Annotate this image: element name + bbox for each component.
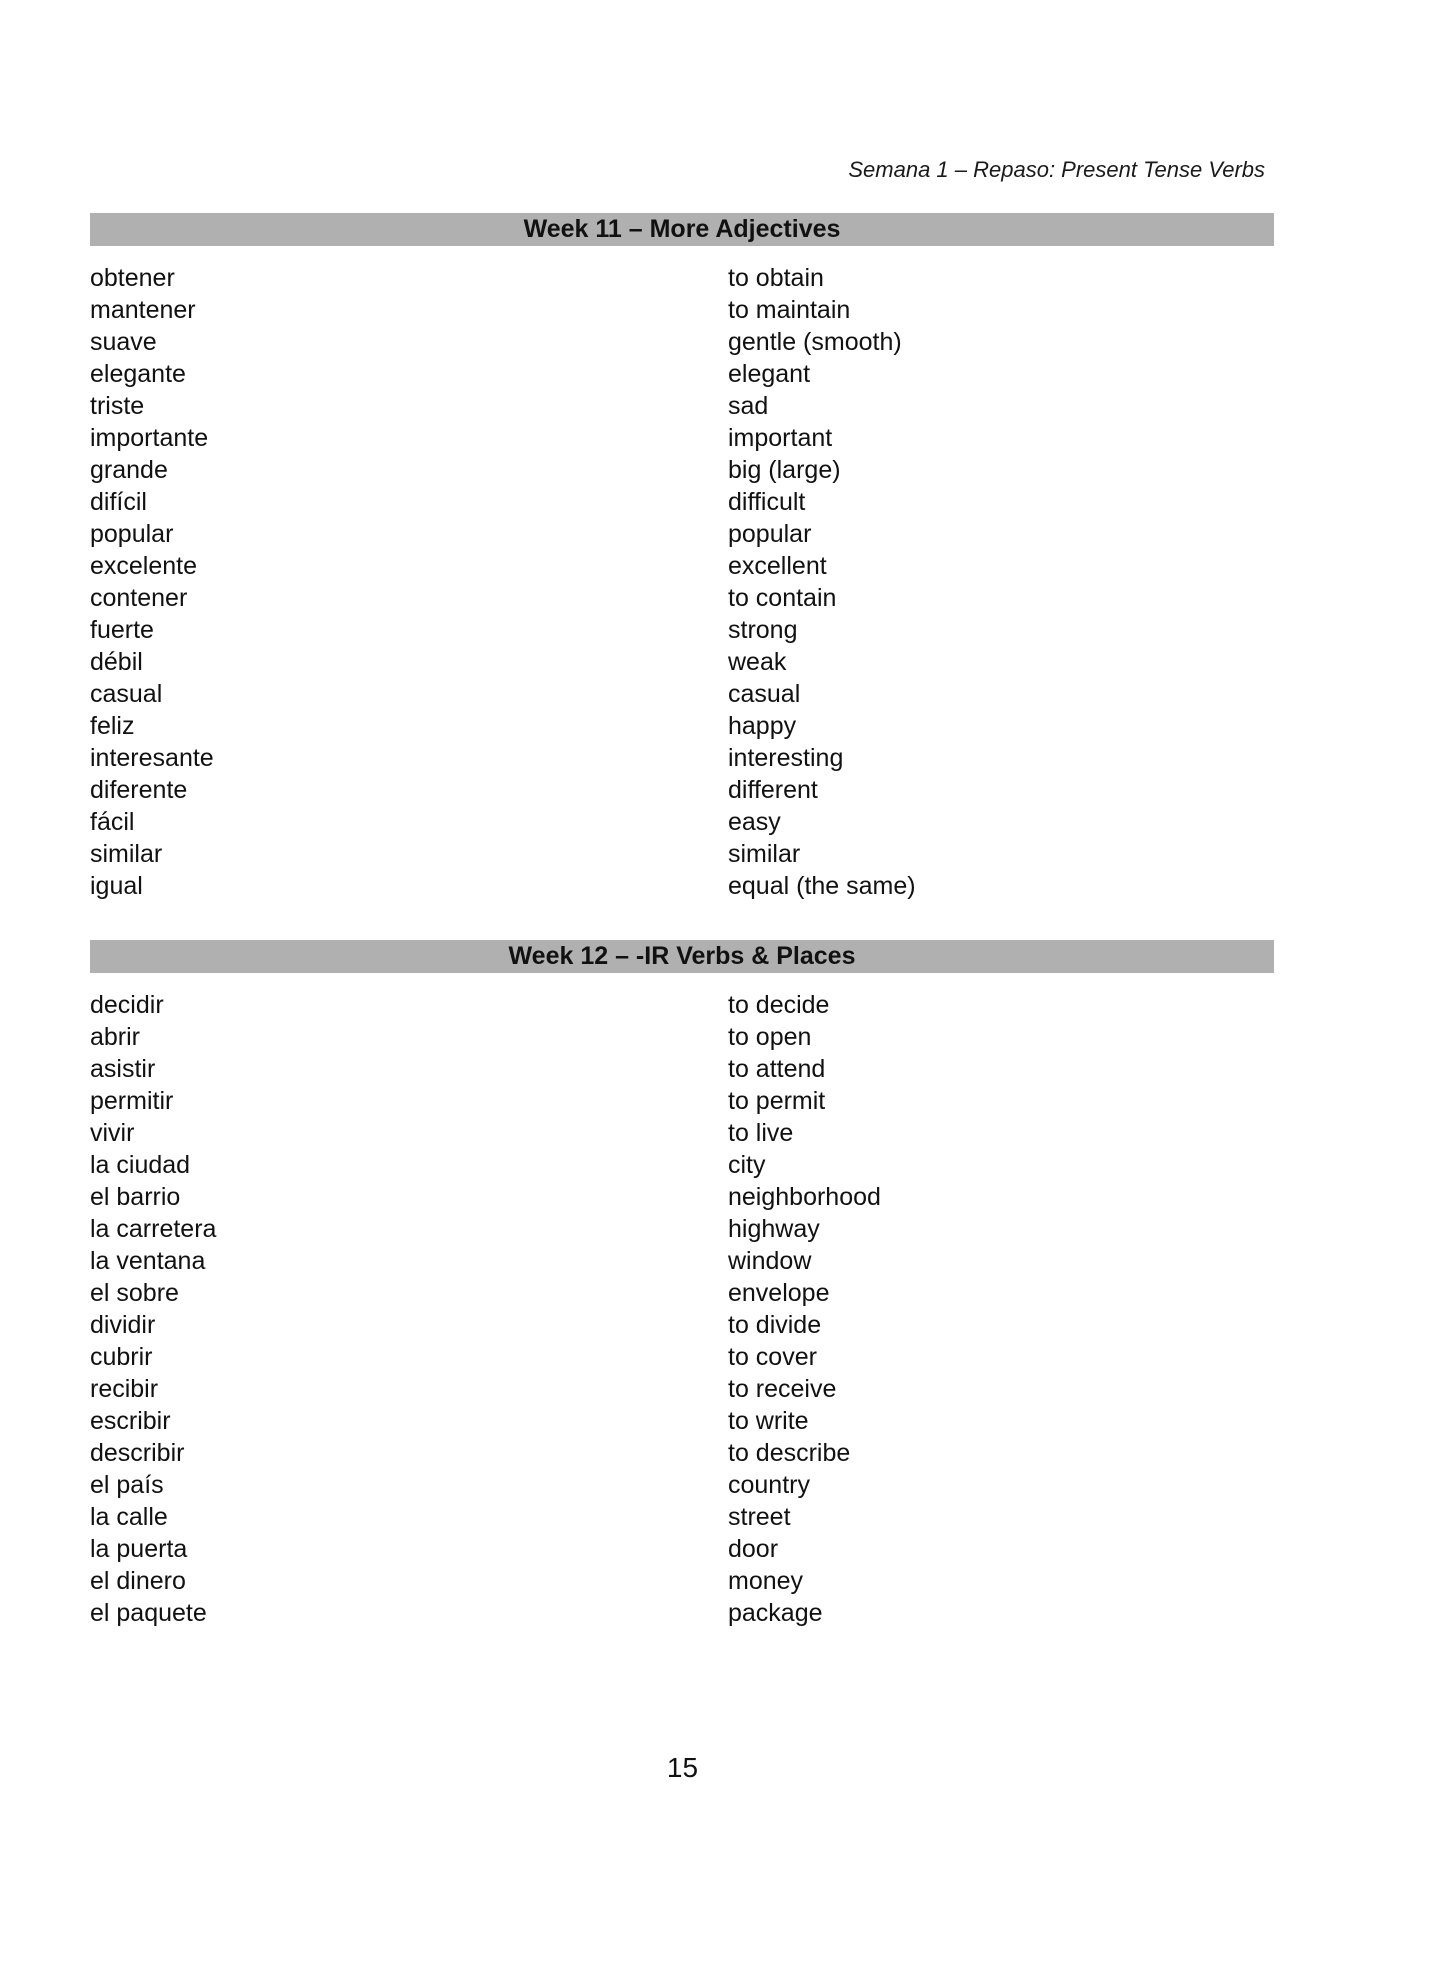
english-translation: easy [728, 808, 781, 836]
spanish-term: excelente [90, 552, 198, 580]
spanish-term: el barrio [90, 1183, 181, 1211]
spanish-term: la carretera [90, 1215, 217, 1243]
english-translation: country [728, 1471, 810, 1499]
spanish-term: la ciudad [90, 1151, 191, 1179]
spanish-term: mantener [90, 296, 196, 324]
spanish-term: contener [90, 584, 188, 612]
vocab-list [90, 262, 1274, 902]
english-translation: street [728, 1503, 791, 1531]
english-translation: similar [728, 840, 801, 868]
vocab-row [90, 989, 1274, 1021]
spanish-term: igual [90, 872, 143, 900]
vocab-row [90, 1341, 1274, 1373]
spanish-term: la puerta [90, 1535, 188, 1563]
spanish-term: el dinero [90, 1567, 186, 1595]
running-header: Semana 1 – Repaso: Present Tense Verbs [848, 157, 1265, 182]
english-translation: to cover [728, 1343, 817, 1371]
spanish-term: importante [90, 424, 209, 452]
vocab-row [90, 678, 1274, 710]
vocab-row [90, 550, 1274, 582]
english-translation: highway [728, 1215, 820, 1243]
english-translation: important [728, 424, 833, 452]
vocab-row [90, 870, 1274, 902]
english-translation: interesting [728, 744, 844, 772]
english-translation: to decide [728, 991, 830, 1019]
spanish-term: dividir [90, 1311, 156, 1339]
english-translation: package [728, 1599, 823, 1627]
english-translation: sad [728, 392, 769, 420]
english-translation: to obtain [728, 264, 824, 292]
spanish-term: grande [90, 456, 168, 484]
vocab-row [90, 710, 1274, 742]
spanish-term: escribir [90, 1407, 171, 1435]
vocab-row [90, 294, 1274, 326]
spanish-term: recibir [90, 1375, 159, 1403]
vocab-row [90, 1501, 1274, 1533]
vocab-row [90, 454, 1274, 486]
vocab-row [90, 1181, 1274, 1213]
spanish-term: cubrir [90, 1343, 153, 1371]
vocab-row [90, 646, 1274, 678]
vocab-row [90, 486, 1274, 518]
section-title-bar: Week 12 – -IR Verbs & Places [90, 940, 1274, 973]
english-translation: to attend [728, 1055, 826, 1083]
page-number: 15 [666, 1752, 699, 1783]
spanish-term: elegante [90, 360, 186, 388]
spanish-term: similar [90, 840, 163, 868]
vocab-row [90, 518, 1274, 550]
vocab-row [90, 326, 1274, 358]
english-translation: big (large) [728, 456, 841, 484]
english-translation: window [728, 1247, 812, 1275]
english-translation: door [728, 1535, 779, 1563]
english-translation: different [728, 776, 818, 804]
vocab-row [90, 1597, 1274, 1629]
english-translation: casual [728, 680, 801, 708]
vocab-section-week-11 [90, 213, 1274, 902]
vocab-row [90, 1565, 1274, 1597]
english-translation: city [728, 1151, 766, 1179]
english-translation: to contain [728, 584, 837, 612]
english-translation: neighborhood [728, 1183, 881, 1211]
vocab-section-week-12 [90, 940, 1274, 1629]
english-translation: elegant [728, 360, 811, 388]
spanish-term: el país [90, 1471, 164, 1499]
spanish-term: vivir [90, 1119, 135, 1147]
spanish-term: fuerte [90, 616, 154, 644]
vocab-row [90, 1085, 1274, 1117]
english-translation: strong [728, 616, 798, 644]
spanish-term: suave [90, 328, 157, 356]
vocab-row [90, 742, 1274, 774]
english-translation: equal (the same) [728, 872, 916, 900]
vocab-row [90, 806, 1274, 838]
english-translation: to open [728, 1023, 812, 1051]
spanish-term: describir [90, 1439, 185, 1467]
vocab-row [90, 614, 1274, 646]
vocab-row [90, 1117, 1274, 1149]
vocab-row [90, 390, 1274, 422]
english-translation: to live [728, 1119, 794, 1147]
spanish-term: el sobre [90, 1279, 179, 1307]
english-translation: popular [728, 520, 812, 548]
spanish-term: diferente [90, 776, 188, 804]
spanish-term: la ventana [90, 1247, 206, 1275]
vocab-row [90, 1309, 1274, 1341]
english-translation: envelope [728, 1279, 830, 1307]
vocab-row [90, 1533, 1274, 1565]
english-translation: to maintain [728, 296, 851, 324]
english-translation: money [728, 1567, 804, 1595]
vocab-row [90, 358, 1274, 390]
vocab-row [90, 1149, 1274, 1181]
spanish-term: popular [90, 520, 174, 548]
vocab-row [90, 1373, 1274, 1405]
english-translation: difficult [728, 488, 806, 516]
vocab-row [90, 838, 1274, 870]
spanish-term: abrir [90, 1023, 141, 1051]
english-translation: gentle (smooth) [728, 328, 902, 356]
vocab-row [90, 1021, 1274, 1053]
spanish-term: triste [90, 392, 145, 420]
vocab-row [90, 1213, 1274, 1245]
spanish-term: débil [90, 648, 143, 676]
spanish-term: obtener [90, 264, 175, 292]
english-translation: to permit [728, 1087, 826, 1115]
spanish-term: decidir [90, 991, 164, 1019]
spanish-term: asistir [90, 1055, 156, 1083]
english-translation: weak [728, 648, 787, 676]
english-translation: excellent [728, 552, 827, 580]
vocab-row [90, 582, 1274, 614]
vocab-row [90, 1277, 1274, 1309]
english-translation: to receive [728, 1375, 837, 1403]
english-translation: happy [728, 712, 797, 740]
vocab-row [90, 262, 1274, 294]
spanish-term: el paquete [90, 1599, 207, 1627]
vocab-row [90, 774, 1274, 806]
english-translation: to write [728, 1407, 809, 1435]
vocab-row [90, 1245, 1274, 1277]
spanish-term: permitir [90, 1087, 174, 1115]
vocab-list [90, 989, 1274, 1629]
section-title-bar: Week 11 – More Adjectives [90, 213, 1274, 246]
vocab-row [90, 1437, 1274, 1469]
spanish-term: interesante [90, 744, 214, 772]
english-translation: to describe [728, 1439, 851, 1467]
spanish-term: casual [90, 680, 163, 708]
english-translation: to divide [728, 1311, 822, 1339]
vocab-row [90, 1469, 1274, 1501]
spanish-term: difícil [90, 488, 147, 516]
spanish-term: fácil [90, 808, 135, 836]
vocab-row [90, 1405, 1274, 1437]
spanish-term: la calle [90, 1503, 168, 1531]
vocab-row [90, 1053, 1274, 1085]
vocab-row [90, 422, 1274, 454]
spanish-term: feliz [90, 712, 135, 740]
